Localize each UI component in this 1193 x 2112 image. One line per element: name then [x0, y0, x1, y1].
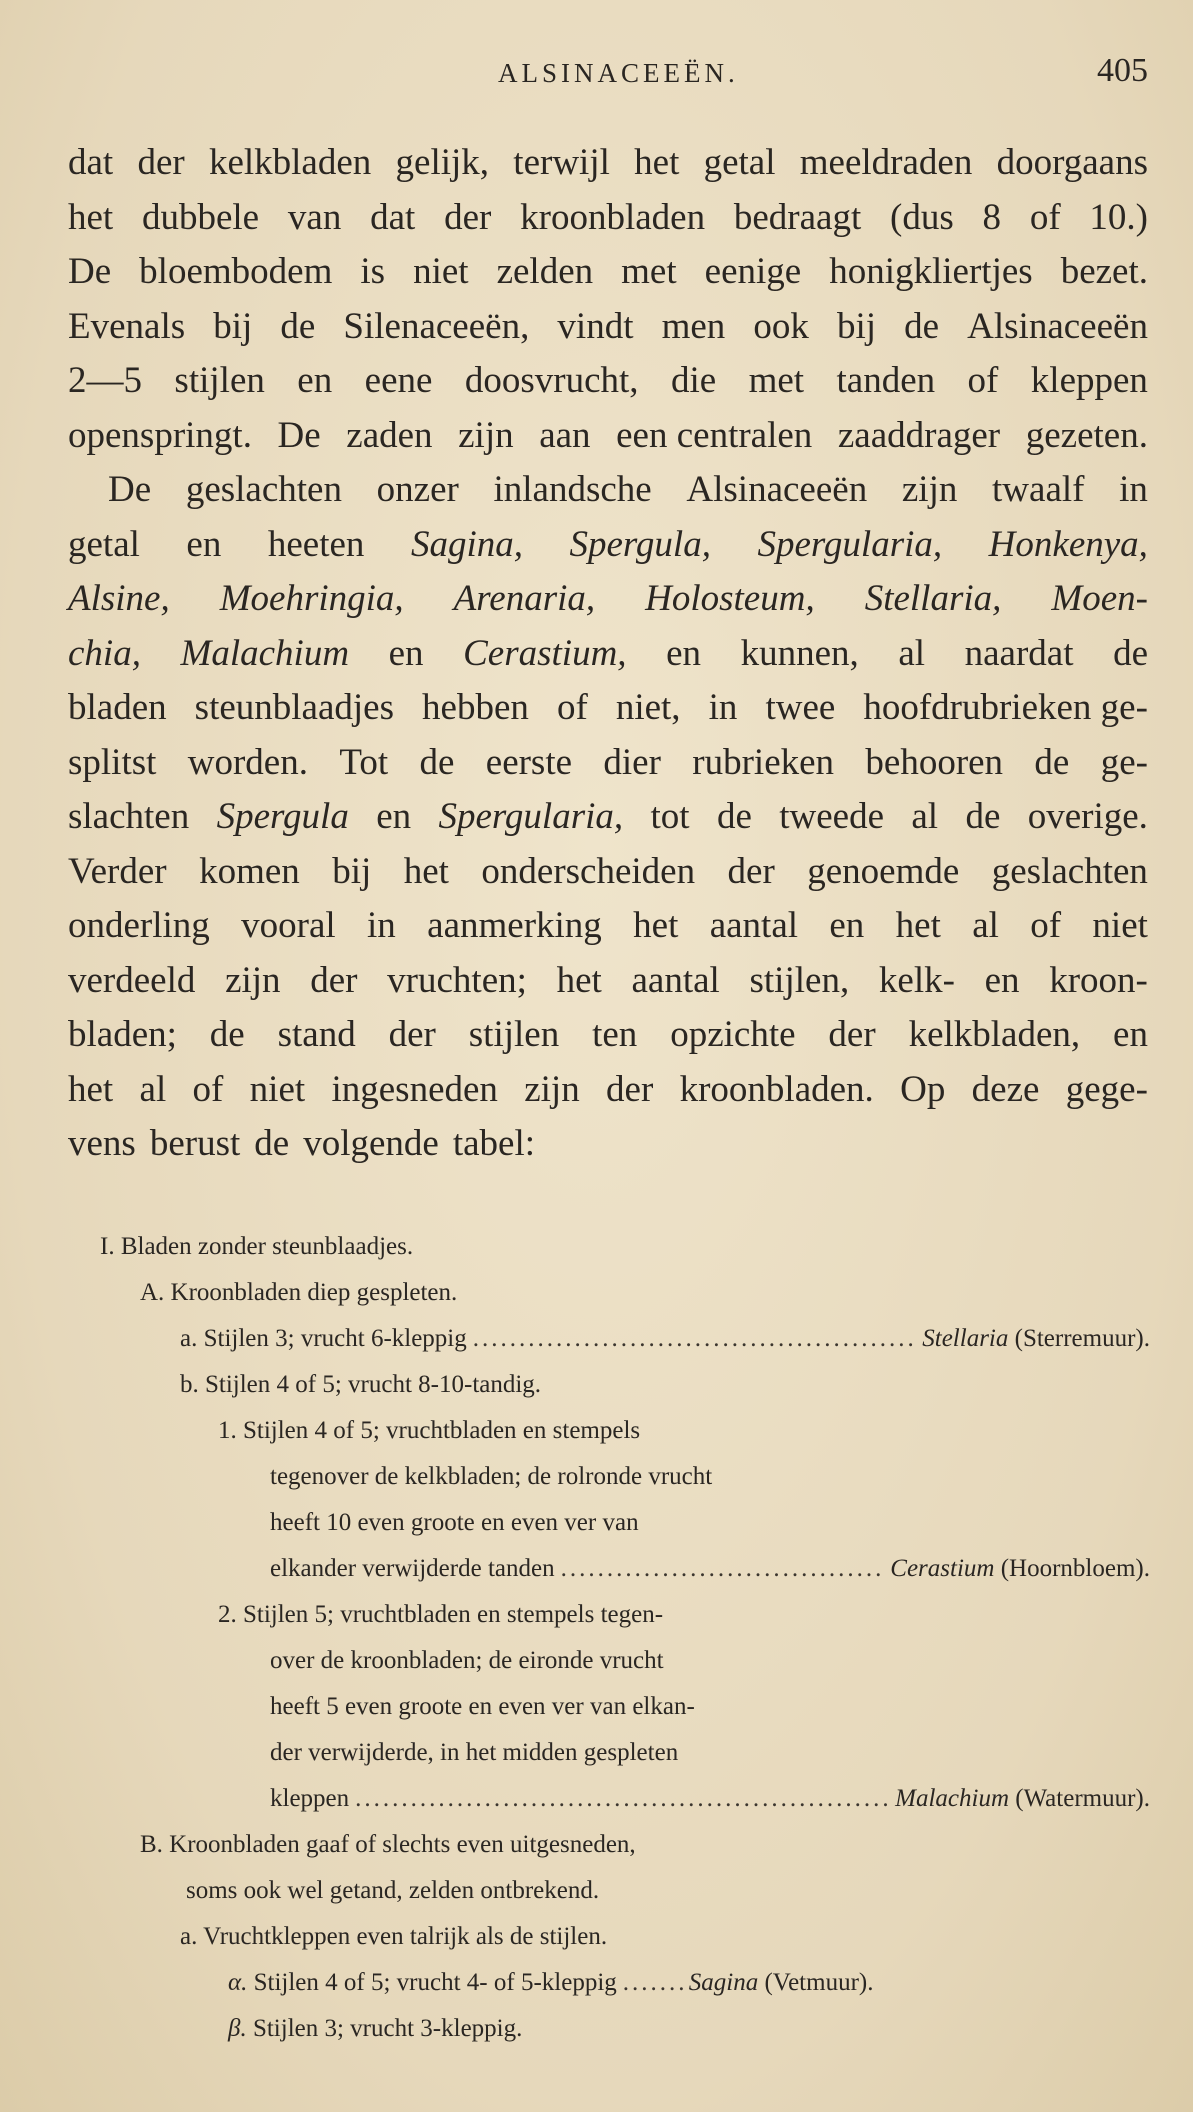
- key-row: [100, 1776, 1150, 1822]
- genus-name: Stellaria: [922, 1325, 1009, 1352]
- key-row: [100, 1684, 1150, 1730]
- word: vindt: [557, 305, 634, 347]
- word: bij: [836, 305, 877, 347]
- word: kelk-: [878, 959, 955, 1001]
- word: dat: [370, 196, 416, 238]
- word: hebben: [422, 687, 529, 728]
- word: zijn: [458, 414, 514, 456]
- word: Verder: [68, 850, 167, 892]
- text-line: [68, 736, 1148, 791]
- word: de: [419, 741, 455, 783]
- key-label: heeft 10 even groote en even ver van: [270, 1509, 639, 1536]
- word: de: [965, 796, 1001, 837]
- genus-name: Malachium: [180, 632, 350, 674]
- dot-leader: [561, 1546, 885, 1592]
- word: 10.): [1089, 196, 1148, 238]
- word: der: [388, 1014, 436, 1055]
- word: het: [895, 905, 941, 946]
- word: der: [606, 1068, 654, 1110]
- text-line: [68, 354, 1148, 409]
- word: opzichte: [670, 1014, 796, 1055]
- common-name: (Watermuur).: [1015, 1785, 1150, 1812]
- word: splitst: [68, 741, 157, 783]
- text-line: [68, 245, 1148, 300]
- word: de: [904, 305, 940, 347]
- word: van: [287, 196, 342, 238]
- word: bloembodem: [139, 251, 333, 292]
- genus-name: Moen-: [1051, 578, 1148, 619]
- word: verdeeld: [68, 959, 196, 1001]
- word: kroonbladen.: [679, 1068, 874, 1110]
- word: en: [186, 523, 222, 565]
- word: der: [444, 196, 492, 238]
- word: stijlen: [468, 1014, 560, 1055]
- word: De: [68, 251, 112, 292]
- genus-name: Honkenya,: [988, 523, 1148, 565]
- word: de: [280, 305, 316, 347]
- word: Alsinaceeën: [686, 469, 868, 510]
- word: men: [661, 305, 726, 347]
- text-line: [68, 518, 1148, 573]
- word: onderscheiden: [481, 850, 696, 892]
- word: gege-: [1065, 1068, 1148, 1110]
- word: aantal: [709, 905, 799, 946]
- word: dier: [603, 741, 661, 783]
- key-label: a. Stijlen 3; vrucht 6-kleppig: [180, 1325, 467, 1352]
- dot-leader: [623, 1960, 683, 2006]
- word: de: [1113, 632, 1148, 674]
- word: het: [633, 905, 679, 946]
- word: een centralen: [616, 414, 813, 456]
- key-result: [895, 1776, 1150, 1822]
- key-label: kleppen: [270, 1785, 350, 1812]
- word: onderling: [68, 905, 210, 946]
- key-row: [100, 1408, 1150, 1454]
- word: in: [708, 687, 738, 728]
- word: zijn: [225, 959, 281, 1001]
- key-label: 1. Stijlen 4 of 5; vruchtbladen en stempels: [218, 1417, 641, 1444]
- text-line: [68, 136, 1148, 191]
- word: in: [1119, 469, 1148, 510]
- word: inlandsche: [493, 469, 652, 510]
- word: ingesneden: [331, 1068, 498, 1110]
- word: stijlen: [174, 360, 265, 401]
- word: rubrieken: [692, 741, 835, 783]
- key-row: [100, 1914, 1150, 1960]
- text-line: [68, 681, 1148, 736]
- key-label: tegenover de kelkbladen; de rolronde vrucht: [270, 1463, 713, 1490]
- key-heading: B. Kroonbladen gaaf of slechts even uitgesneden,: [140, 1831, 636, 1858]
- word: kelkbladen,: [908, 1014, 1081, 1055]
- word: twee: [765, 687, 836, 728]
- genus-name: Sagina: [688, 1969, 759, 1996]
- word: eerste: [485, 741, 573, 783]
- text-line: [68, 463, 1148, 518]
- key-label: heeft 5 even groote en even ver van elkan-: [270, 1693, 695, 1720]
- key-row: [100, 1592, 1150, 1638]
- word: niet: [413, 251, 469, 292]
- word: worden.: [187, 741, 308, 783]
- word: 2—5: [68, 360, 142, 401]
- word: behooren: [865, 741, 1004, 783]
- word: ook: [753, 305, 809, 347]
- dot-leader: [473, 1316, 917, 1362]
- word: openspringt.: [68, 414, 252, 456]
- text-line: [68, 572, 1148, 627]
- word: bladen;: [68, 1014, 177, 1055]
- word: of: [1030, 905, 1062, 946]
- word: tabel:: [452, 1123, 536, 1164]
- word: of: [1029, 196, 1061, 238]
- word: kroonbladen: [520, 196, 706, 238]
- word: stijlen,: [749, 959, 850, 1001]
- word: bezet.: [1060, 251, 1148, 292]
- word: slachten: [68, 796, 190, 837]
- genus-name: Stellaria,: [864, 578, 1002, 619]
- word: komen: [199, 850, 300, 892]
- word: hoofdrubrieken ge-: [863, 687, 1148, 728]
- genus-name: Sagina,: [410, 523, 523, 565]
- word: dat: [68, 142, 114, 183]
- word: al: [139, 1068, 167, 1110]
- text-line: [68, 409, 1148, 464]
- word: het: [403, 850, 449, 892]
- key-row: [100, 1960, 1150, 2006]
- word: aanmerking: [427, 905, 602, 946]
- key-label: b. Stijlen 4 of 5; vrucht 8-10-tandig.: [180, 1371, 542, 1398]
- page-number: 405: [1097, 52, 1148, 89]
- word: zijn: [524, 1068, 580, 1110]
- body-text: [68, 136, 1148, 1172]
- key-row: [100, 2006, 1150, 2052]
- word: het: [68, 1068, 114, 1110]
- word: (dus: [890, 196, 954, 238]
- dot-leader: [355, 1776, 889, 1822]
- word: genoemde: [807, 850, 960, 892]
- key-row: [100, 1638, 1150, 1684]
- word: en: [388, 632, 424, 674]
- genus-name: Cerastium: [890, 1555, 995, 1582]
- key-result: [689, 1960, 874, 2006]
- text-line: [68, 845, 1148, 900]
- word: terwijl: [513, 142, 610, 183]
- genus-name: Spergularia,: [757, 523, 943, 565]
- word: kroon-: [1049, 959, 1148, 1001]
- word: volgende: [303, 1123, 439, 1164]
- word: gelijk,: [395, 142, 490, 183]
- word: berust: [149, 1123, 241, 1164]
- word: heeten: [267, 523, 365, 565]
- word: geslachten: [185, 469, 342, 510]
- word: bedraagt: [733, 196, 862, 238]
- word: het: [68, 196, 114, 238]
- word: overige.: [1027, 796, 1148, 837]
- word: al: [972, 905, 999, 946]
- word: onzer: [376, 469, 459, 510]
- word: De: [277, 414, 321, 456]
- genus-name: Spergula: [216, 796, 349, 837]
- word: zaaddrager: [837, 414, 1001, 456]
- word: der: [828, 1014, 876, 1055]
- word: aantal: [631, 959, 720, 1001]
- key-label-text: Stijlen 3; vrucht 3-kleppig.: [252, 2015, 523, 2042]
- key-label: der verwijderde, in het midden gespleten: [270, 1739, 679, 1766]
- word: de: [716, 796, 752, 837]
- key-row: [100, 1454, 1150, 1500]
- key-label: a. Vruchtkleppen even talrijk als de stijlen.: [180, 1923, 608, 1950]
- key-row: [100, 1270, 1150, 1316]
- word: kunnen,: [740, 632, 859, 674]
- common-name: (Vetmuur).: [764, 1969, 874, 1996]
- word: getal: [68, 523, 140, 565]
- text-line: [68, 790, 1148, 845]
- word: zelden: [496, 251, 594, 292]
- text-line: [68, 1008, 1148, 1063]
- word: kelkbladen: [208, 142, 372, 183]
- word: met: [621, 251, 677, 292]
- key-label: elkander verwijderde tanden: [270, 1555, 555, 1582]
- word: en: [376, 796, 412, 837]
- word: of: [192, 1068, 224, 1110]
- genus-name: Moehringia,: [219, 578, 404, 619]
- word: ten: [592, 1014, 638, 1055]
- key-label: over de kroonbladen; de eironde vrucht: [270, 1647, 664, 1674]
- word: bij: [332, 850, 372, 892]
- word: het: [634, 142, 680, 183]
- word: de: [1034, 741, 1070, 783]
- word: of: [556, 687, 588, 728]
- common-name: (Hoornbloem).: [1000, 1555, 1150, 1582]
- word: de: [209, 1014, 245, 1055]
- word: eenige: [704, 251, 802, 292]
- word: honigkliertjes: [829, 251, 1033, 292]
- word: 8: [982, 196, 1002, 238]
- word: deze: [971, 1068, 1040, 1110]
- word: is: [360, 251, 386, 292]
- word: tot: [650, 796, 690, 837]
- word: der: [137, 142, 185, 183]
- word: naardat: [964, 632, 1074, 674]
- word: doosvrucht,: [464, 360, 639, 401]
- word: bladen: [68, 687, 167, 728]
- genus-name: chia,: [68, 632, 141, 674]
- word: eene: [364, 360, 433, 401]
- word: en: [666, 632, 702, 674]
- text-line: [68, 954, 1148, 1009]
- genus-name: Spergula,: [569, 523, 711, 565]
- key-heading: I. Bladen zonder steunblaadjes.: [100, 1233, 414, 1260]
- word: doorgaans: [996, 142, 1148, 183]
- word: met: [748, 360, 805, 401]
- word: twaalf: [992, 469, 1085, 510]
- word: het: [556, 959, 602, 1001]
- word: Evenals: [68, 305, 186, 347]
- word: der: [310, 959, 358, 1001]
- word: tweede: [779, 796, 885, 837]
- word: stand: [277, 1014, 356, 1055]
- word: en: [984, 959, 1020, 1001]
- key-row: [100, 1362, 1150, 1408]
- running-head: ALSINACEEËN.: [498, 58, 739, 88]
- word: niet,: [615, 687, 681, 728]
- key-row: [100, 1546, 1150, 1592]
- greek-marker: β.: [228, 2015, 247, 2042]
- text-line: [68, 1117, 1148, 1172]
- word: al: [898, 632, 926, 674]
- word: Silenaceeën,: [343, 305, 530, 347]
- word: vooral: [241, 905, 336, 946]
- word: dubbele: [141, 196, 260, 238]
- word: aan: [539, 414, 591, 456]
- key-row: [100, 1500, 1150, 1546]
- word: ge-: [1100, 741, 1148, 783]
- word: kleppen: [1030, 360, 1148, 401]
- word: Op: [900, 1068, 946, 1110]
- key-label: [228, 2006, 522, 2052]
- genus-name: Alsine,: [68, 578, 170, 619]
- text-line: [68, 300, 1148, 355]
- word: de: [254, 1123, 290, 1164]
- genus-name: Cerastium,: [463, 632, 627, 674]
- key-heading: A. Kroonbladen diep gespleten.: [140, 1279, 458, 1306]
- word: of: [967, 360, 999, 401]
- word: Tot: [339, 741, 389, 783]
- word: gezeten.: [1025, 414, 1148, 456]
- word: vruchten;: [387, 959, 527, 1001]
- key-row: [100, 1224, 1150, 1270]
- word: in: [367, 905, 396, 946]
- identification-key: [100, 1224, 1150, 2052]
- word: en: [297, 360, 333, 401]
- key-label: 2. Stijlen 5; vruchtbladen en stempels tegen-: [218, 1601, 664, 1628]
- word: en: [829, 905, 865, 946]
- text-line: [68, 191, 1148, 246]
- key-label-text: Stijlen 4 of 5; vrucht 4- of 5-kleppig: [253, 1969, 617, 1996]
- key-row: [100, 1730, 1150, 1776]
- word: al: [911, 796, 939, 837]
- word: en: [1113, 1014, 1148, 1055]
- word: De: [108, 469, 152, 510]
- word: niet: [1092, 905, 1148, 946]
- text-line: [68, 1063, 1148, 1118]
- word: tanden: [836, 360, 936, 401]
- common-name: (Sterremuur).: [1014, 1325, 1150, 1352]
- key-label: [228, 1960, 617, 2006]
- key-row: [100, 1822, 1150, 1868]
- genus-name: Malachium: [895, 1785, 1010, 1812]
- word: zaden: [346, 414, 433, 456]
- word: Alsinaceeën: [967, 305, 1148, 347]
- word: die: [670, 360, 717, 401]
- key-heading: soms ook wel getand, zelden ontbrekend.: [186, 1877, 600, 1904]
- word: zijn: [901, 469, 958, 510]
- text-line: [68, 627, 1148, 682]
- genus-name: Holosteum,: [645, 578, 815, 619]
- word: steunblaadjes: [194, 687, 394, 728]
- key-row: [100, 1868, 1150, 1914]
- word: niet: [249, 1068, 306, 1110]
- word: getal: [703, 142, 776, 183]
- word: meeldraden: [799, 142, 973, 183]
- word: geslachten: [991, 850, 1148, 892]
- text-line: [68, 899, 1148, 954]
- key-result: [922, 1316, 1150, 1362]
- key-row: [100, 1316, 1150, 1362]
- genus-name: Arenaria,: [453, 578, 596, 619]
- word: bij: [213, 305, 253, 347]
- key-result: [890, 1546, 1150, 1592]
- genus-name: Spergularia,: [438, 796, 624, 837]
- word: vens: [68, 1123, 136, 1164]
- word: der: [727, 850, 775, 892]
- greek-marker: α.: [228, 1969, 248, 1996]
